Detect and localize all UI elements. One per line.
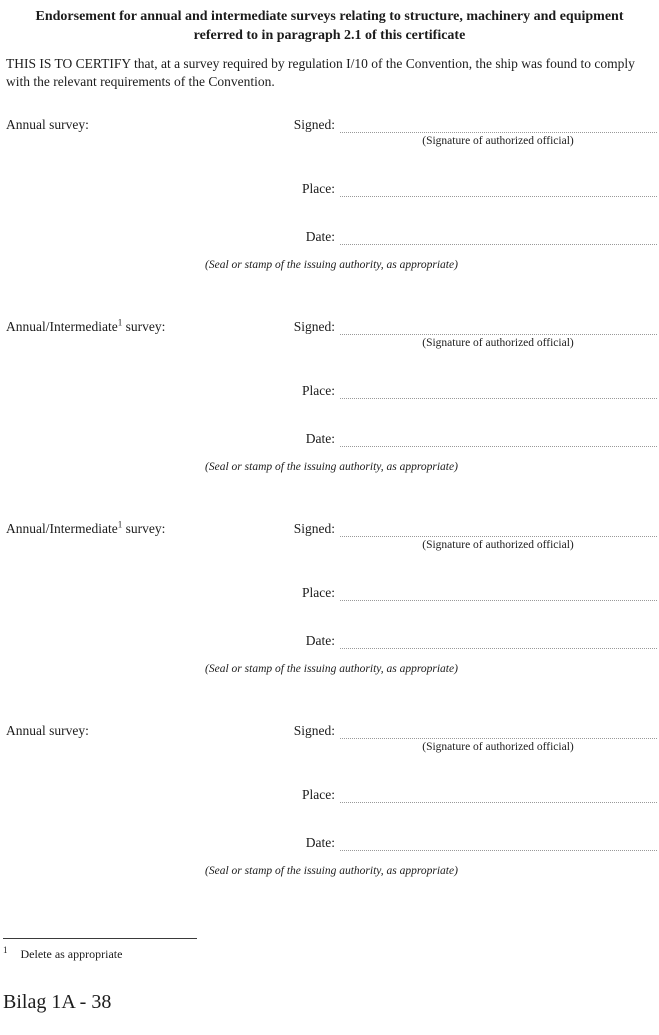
survey-type-text-rest: survey:	[122, 521, 166, 536]
footnote	[3, 943, 659, 961]
signed-line	[340, 723, 657, 739]
date-row	[6, 833, 657, 851]
date-row	[6, 429, 657, 447]
survey-type-text: Annual/Intermediate	[6, 319, 118, 334]
survey-type-label	[6, 521, 280, 537]
survey-section-1	[6, 115, 657, 272]
survey-type-text-rest: survey:	[122, 319, 166, 334]
certify-paragraph: THIS IS TO CERTIFY that, at a survey required by regulation I/10 of the Convention, the ship was found to comply with the relevant requirements of the Convention.	[6, 56, 635, 89]
footnote-marker: 1	[3, 945, 8, 955]
signature-caption: (Signature of authorized official)	[422, 337, 574, 349]
place-label: Place:	[302, 787, 335, 802]
place-row	[6, 179, 657, 197]
date-line	[340, 633, 657, 649]
survey-section-2	[6, 317, 657, 474]
place-line	[340, 181, 657, 197]
signed-label: Signed:	[293, 723, 335, 738]
survey-type-text: Annual/Intermediate	[6, 521, 118, 536]
footnote-rule	[3, 938, 197, 939]
signed-row	[6, 519, 657, 537]
date-row	[6, 227, 657, 245]
place-label: Place:	[302, 585, 335, 600]
seal-caption: (Seal or stamp of the issuing authority, as appropriate)	[205, 663, 458, 675]
signed-row	[6, 115, 657, 133]
seal-caption: (Seal or stamp of the issuing authority, as appropriate)	[205, 259, 458, 271]
signed-line	[340, 117, 657, 133]
place-row	[6, 583, 657, 601]
signed-line	[340, 521, 657, 537]
date-label: Date:	[305, 835, 335, 850]
place-line	[340, 383, 657, 399]
signature-caption: (Signature of authorized official)	[422, 539, 574, 551]
document-page	[0, 7, 659, 1035]
footnote-area	[3, 938, 659, 961]
date-row	[6, 631, 657, 649]
date-line	[340, 431, 657, 447]
survey-type-label	[6, 319, 280, 335]
survey-type-label	[6, 723, 280, 739]
survey-section-4	[6, 721, 657, 878]
survey-type-text: Annual survey:	[6, 723, 89, 738]
place-line	[340, 787, 657, 803]
footnote-reference: 1	[117, 519, 123, 530]
footnote-text: Delete as appropriate	[20, 947, 123, 961]
survey-type-label	[6, 117, 280, 133]
date-line	[340, 229, 657, 245]
survey-section-3	[6, 519, 657, 676]
date-label: Date:	[305, 633, 335, 648]
page-footer: Bilag 1A - 38	[3, 991, 112, 1013]
page-title: Endorsement for annual and intermediate surveys relating to structure, machinery and equipment referred to in paragraph 2.1 of this certificate	[35, 9, 624, 43]
survey-type-text: Annual survey:	[6, 117, 89, 132]
signed-row	[6, 317, 657, 335]
signature-caption: (Signature of authorized official)	[422, 741, 574, 753]
signed-row	[6, 721, 657, 739]
footnote-reference: 1	[117, 317, 123, 328]
signed-line	[340, 319, 657, 335]
signature-caption: (Signature of authorized official)	[422, 135, 574, 147]
signed-label: Signed:	[293, 117, 335, 132]
place-label: Place:	[302, 383, 335, 398]
place-row	[6, 381, 657, 399]
place-line	[340, 585, 657, 601]
date-line	[340, 835, 657, 851]
place-label: Place:	[302, 181, 335, 196]
seal-caption: (Seal or stamp of the issuing authority, as appropriate)	[205, 865, 458, 877]
seal-caption: (Seal or stamp of the issuing authority, as appropriate)	[205, 461, 458, 473]
signed-label: Signed:	[293, 521, 335, 536]
place-row	[6, 785, 657, 803]
date-label: Date:	[305, 431, 335, 446]
date-label: Date:	[305, 229, 335, 244]
signed-label: Signed:	[293, 319, 335, 334]
